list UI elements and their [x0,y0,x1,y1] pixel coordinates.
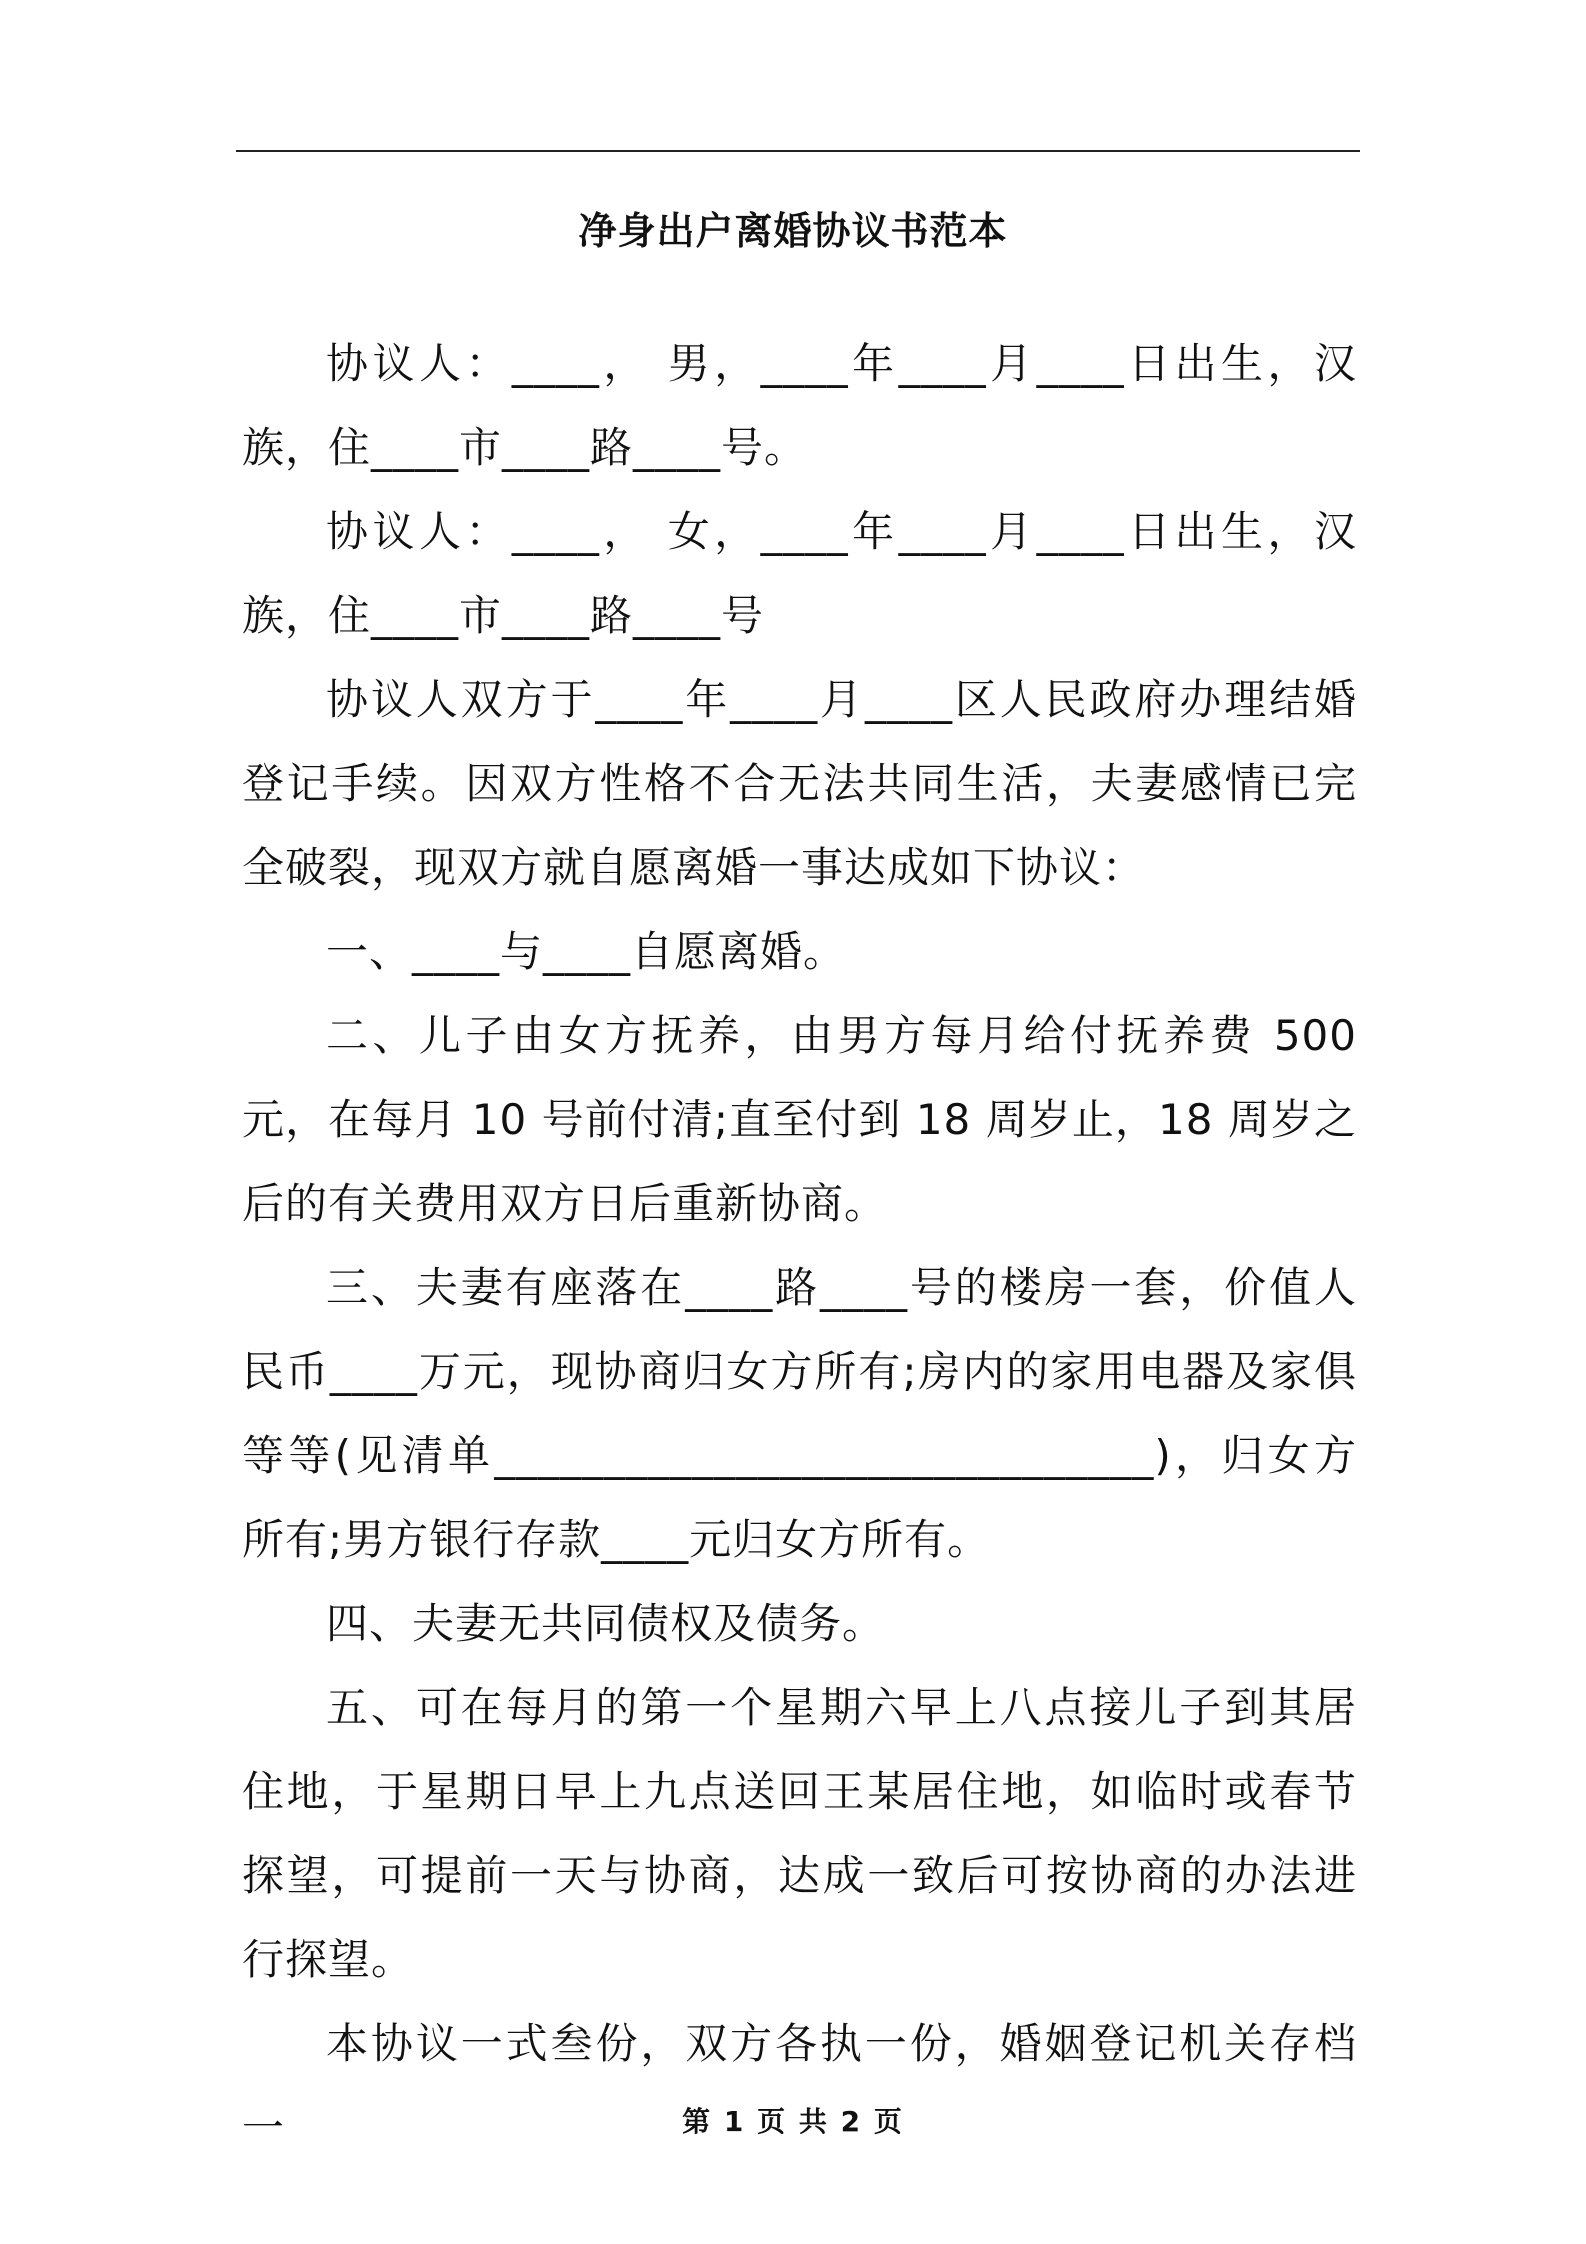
clause-2-paragraph: 二、儿子由女方抚养，由男方每月给付抚养费 500 元，在每月 10 号前付清;直至付到 18 周岁止，18 周岁之后的有关费用双方日后重新协商。 [242,1011,1357,1228]
clause-3-paragraph: 三、夫妻有座落在____路____号的楼房一套，价值人民币____万元，现协商归女方所有;房内的家用电器及家俱等等(见清单______________________________)，归女方所有;男方银行存款____元归女方所有。 [242,1263,1357,1564]
party-female-paragraph: 协议人：____， 女，____年____月____日出生，汉族，住____市____路____号 [242,507,1357,640]
document-body [242,322,1357,2170]
page-number-footer: 第 1 页 共 2 页 [682,2105,904,2138]
closing-paragraph: 本协议一式叁份，双方各执一份，婚姻登记机关存档一 [242,2019,1357,2152]
header-rule [236,150,1360,152]
party-male-paragraph: 协议人：____， 男，____年____月____日出生，汉族，住____市____路____号。 [242,339,1357,472]
document-title: 净身出户离婚协议书范本 [578,209,1008,253]
clause-5-paragraph: 五、可在每月的第一个星期六早上八点接儿子到其居住地，于星期日早上九点送回王某居住地，如临时或春节探望，可提前一天与协商，达成一致后可按协商的办法进行探望。 [242,1683,1357,1984]
clause-1-paragraph: 一、____与____自愿离婚。 [326,927,847,976]
marriage-registration-paragraph: 协议人双方于____年____月____区人民政府办理结婚登记手续。因双方性格不合无法共同生活，夫妻感情已完全破裂，现双方就自愿离婚一事达成如下协议： [242,675,1357,892]
clause-4-paragraph: 四、夫妻无共同债权及债务。 [326,1599,886,1648]
